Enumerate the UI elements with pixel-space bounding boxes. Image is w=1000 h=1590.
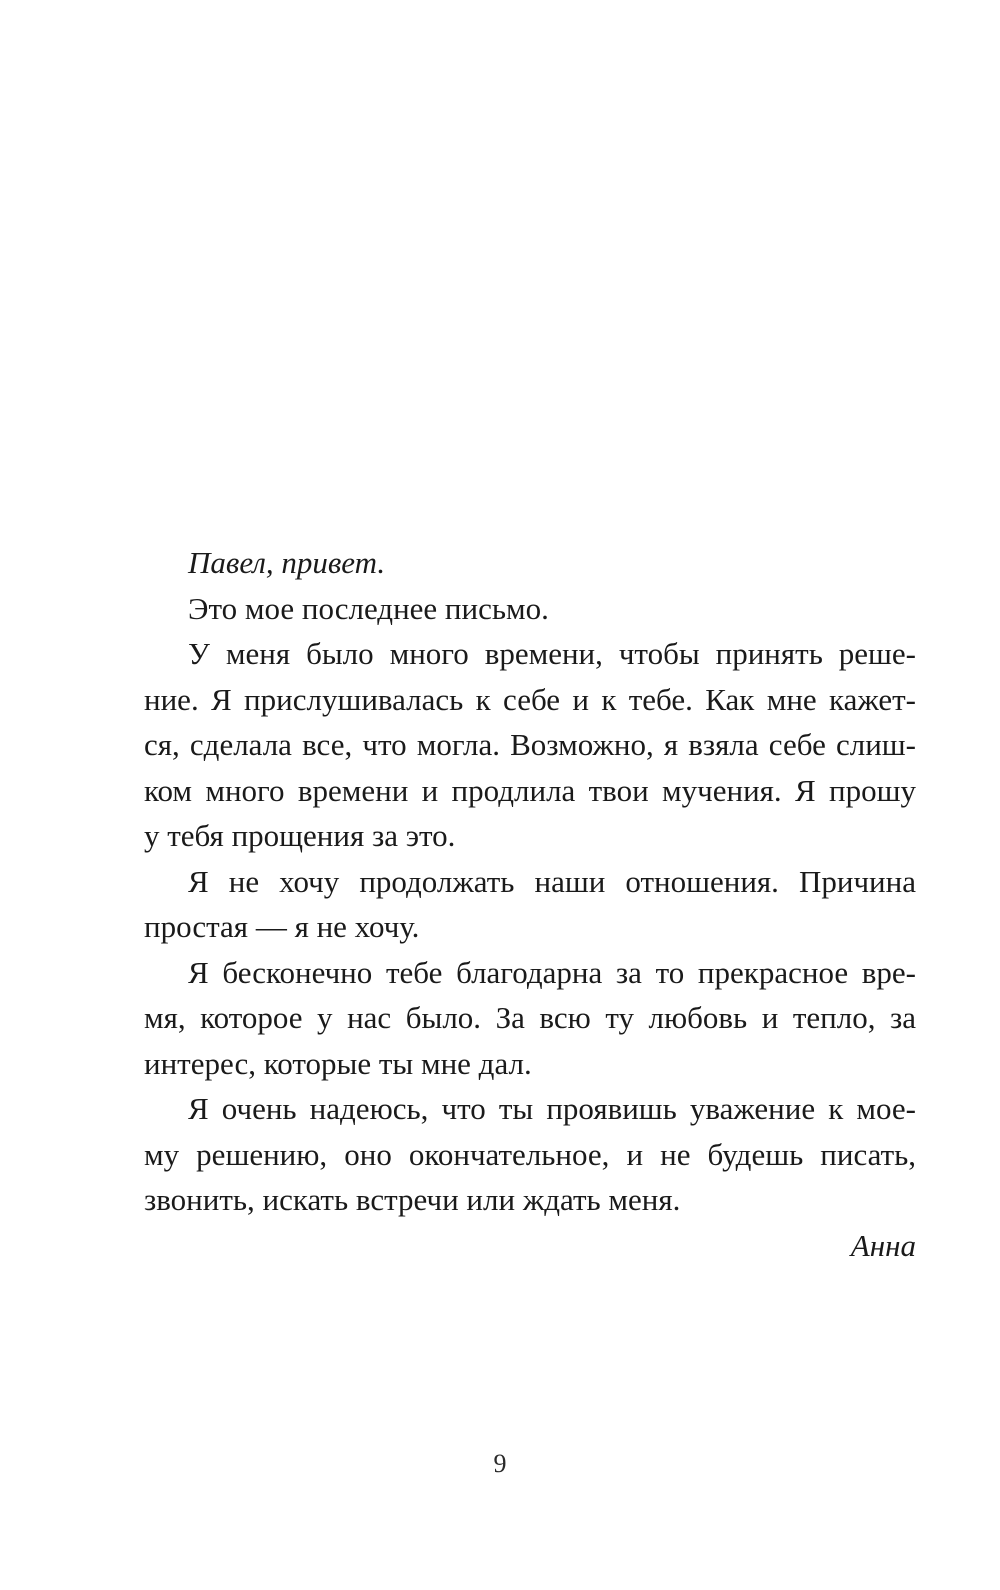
letter-line: простая — я не хочу. [144,909,420,944]
page-number: 9 [493,1449,507,1478]
letter-line: У меня было много времени, чтобы принять реше- [188,636,916,671]
letter-line: звонить, искать встречи или ждать меня. [144,1182,681,1217]
letter-line: ние. Я прислушивалась к себе и к тебе. Как мне кажет- [144,681,916,717]
letter-line: Я очень надеюсь, что ты проявишь уважение к мое- [188,1091,916,1126]
letter-body [144,540,916,1268]
letter-line: мя, которое у нас было. За всю ту любовь и тепло, за [144,1000,916,1035]
letter-line: ся, сделала все, что могла. Возможно, я взяла себе слиш- [144,727,916,762]
letter-line: Я не хочу продолжать наши отношения. Причина [188,863,916,899]
letter-greeting: Павел, привет. [188,545,386,580]
letter-line: у тебя прощения за это. [144,818,456,853]
letter-line: интерес, которые ты мне дал. [144,1045,532,1081]
letter-line: Я бесконечно тебе благодарна за то прекрасное вре- [188,954,916,990]
letter-line: ком много времени и продлила твои мучения. Я прошу [144,772,916,808]
letter-line: му решению, оно окончательное, и не будешь писать, [144,1136,916,1172]
letter-signature: Анна [850,1227,916,1263]
letter-line: Это мое последнее письмо. [188,590,549,626]
